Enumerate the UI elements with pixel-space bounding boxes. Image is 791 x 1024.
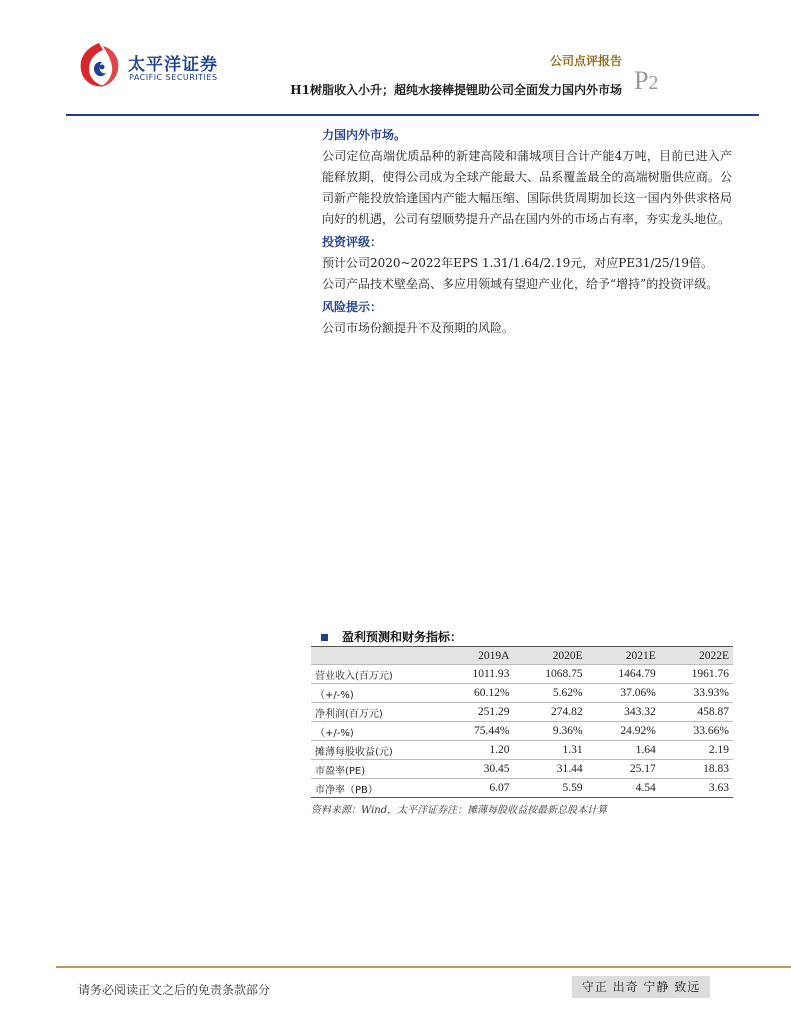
row-label: 营业收入(百万元)	[311, 665, 441, 684]
table-header-cell: 2021E	[587, 647, 660, 665]
header-divider	[66, 114, 759, 116]
table-cell: 1.20	[441, 741, 513, 760]
table-row	[311, 703, 733, 722]
row-label: （+/-%)	[311, 722, 441, 741]
pacific-securities-logo-icon	[76, 40, 122, 90]
table-cell: 1011.93	[441, 665, 513, 684]
financial-forecast-section	[311, 628, 733, 816]
table-row	[311, 665, 733, 684]
table-cell: 37.06%	[587, 684, 660, 703]
table-cell: 75.44%	[441, 722, 513, 741]
risk-heading: 风险提示：	[322, 300, 383, 314]
table-cell: 1961.76	[660, 665, 733, 684]
table-cell: 2.19	[660, 741, 733, 760]
risk-paragraph: 公司市场份额提升不及预期的风险。	[322, 321, 515, 335]
table-cell: 30.45	[441, 760, 513, 779]
table-cell: 1068.75	[513, 665, 586, 684]
row-label: 市盈率(PE)	[311, 760, 441, 779]
report-type-label: 公司点评报告	[549, 54, 622, 68]
table-cell: 60.12%	[441, 684, 513, 703]
table-cell: 24.92%	[587, 722, 660, 741]
footer-slogan: 守正 出奇 宁静 致远	[572, 976, 710, 998]
page-letter: P	[634, 66, 649, 95]
footer-disclaimer: 请务必阅读正文之后的免责条款部分	[78, 983, 271, 997]
company-logo	[76, 40, 236, 90]
table-row	[311, 684, 733, 703]
table-cell: 4.54	[587, 779, 660, 798]
table-cell: 251.29	[441, 703, 513, 722]
table-cell: 9.36%	[513, 722, 586, 741]
table-header-row	[311, 647, 733, 665]
logo-chinese-name: 太平洋证券	[128, 55, 218, 75]
table-cell: 458.87	[660, 703, 733, 722]
table-cell: 1464.79	[587, 665, 660, 684]
table-cell: 31.44	[513, 760, 586, 779]
table-header-cell	[311, 647, 441, 665]
table-cell: 3.63	[660, 779, 733, 798]
table-cell: 1.31	[513, 741, 586, 760]
table-cell: 274.82	[513, 703, 586, 722]
rating-paragraph-2: 公司产品技术壁垒高、多应用领域有望迎产业化，给予“增持”的投资评级。	[322, 277, 719, 291]
table-cell: 18.83	[660, 760, 733, 779]
row-label: （+/-%)	[311, 684, 441, 703]
table-row	[311, 741, 733, 760]
row-label: 市净率（PB）	[311, 779, 441, 798]
table-cell: 6.07	[441, 779, 513, 798]
table-cell: 25.17	[587, 760, 660, 779]
footer-divider	[56, 966, 791, 968]
table-title-text: 盈利预测和财务指标：	[342, 630, 463, 644]
table-cell: 1.64	[587, 741, 660, 760]
square-bullet-icon	[321, 634, 328, 641]
table-source-note: 资料来源：Wind，太平洋证券注：摊薄每股收益按最新总股本计算	[311, 805, 608, 816]
page-indicator	[634, 66, 658, 96]
table-cell: 5.59	[513, 779, 586, 798]
logo-english-name: PACIFIC SECURITIES	[129, 73, 218, 82]
rating-heading: 投资评级：	[322, 235, 383, 249]
report-title: H1树脂收入小升；超纯水接棒提锂助公司全面发力国内外市场	[290, 83, 622, 97]
table-row	[311, 722, 733, 741]
row-label: 摊薄每股收益(元)	[311, 741, 441, 760]
table-cell: 5.62%	[513, 684, 586, 703]
financial-forecast-table	[311, 646, 733, 798]
table-header-cell: 2022E	[660, 647, 733, 665]
rating-paragraph-1: 预计公司2020~2022年EPS 1.31/1.64/2.19元，对应PE31/25/19倍。	[322, 256, 713, 270]
table-row	[311, 779, 733, 798]
table-title	[311, 628, 733, 646]
table-row	[311, 760, 733, 779]
report-body	[322, 124, 732, 339]
row-label: 净利润(百万元)	[311, 703, 441, 722]
table-cell: 343.32	[587, 703, 660, 722]
table-header-cell: 2020E	[513, 647, 586, 665]
page-number: 2	[648, 72, 659, 94]
table-header-cell: 2019A	[441, 647, 513, 665]
table-cell: 33.66%	[660, 722, 733, 741]
table-cell: 33.93%	[660, 684, 733, 703]
intro-heading: 力国内外市场。	[322, 128, 407, 142]
intro-paragraph: 公司定位高端优质品种的新建高陵和蒲城项目合计产能4万吨，目前已进入产能释放期，使得公司成为全球产能最大、品系覆盖最全的高端树脂供应商。公司新产能投放恰逢国内产能大幅压缩、国际供货周期加长这一国内外供求格局向好的机遇，公司有望顺势提升产品在国内外的市场占有率，夯实龙头地位。	[322, 149, 732, 226]
